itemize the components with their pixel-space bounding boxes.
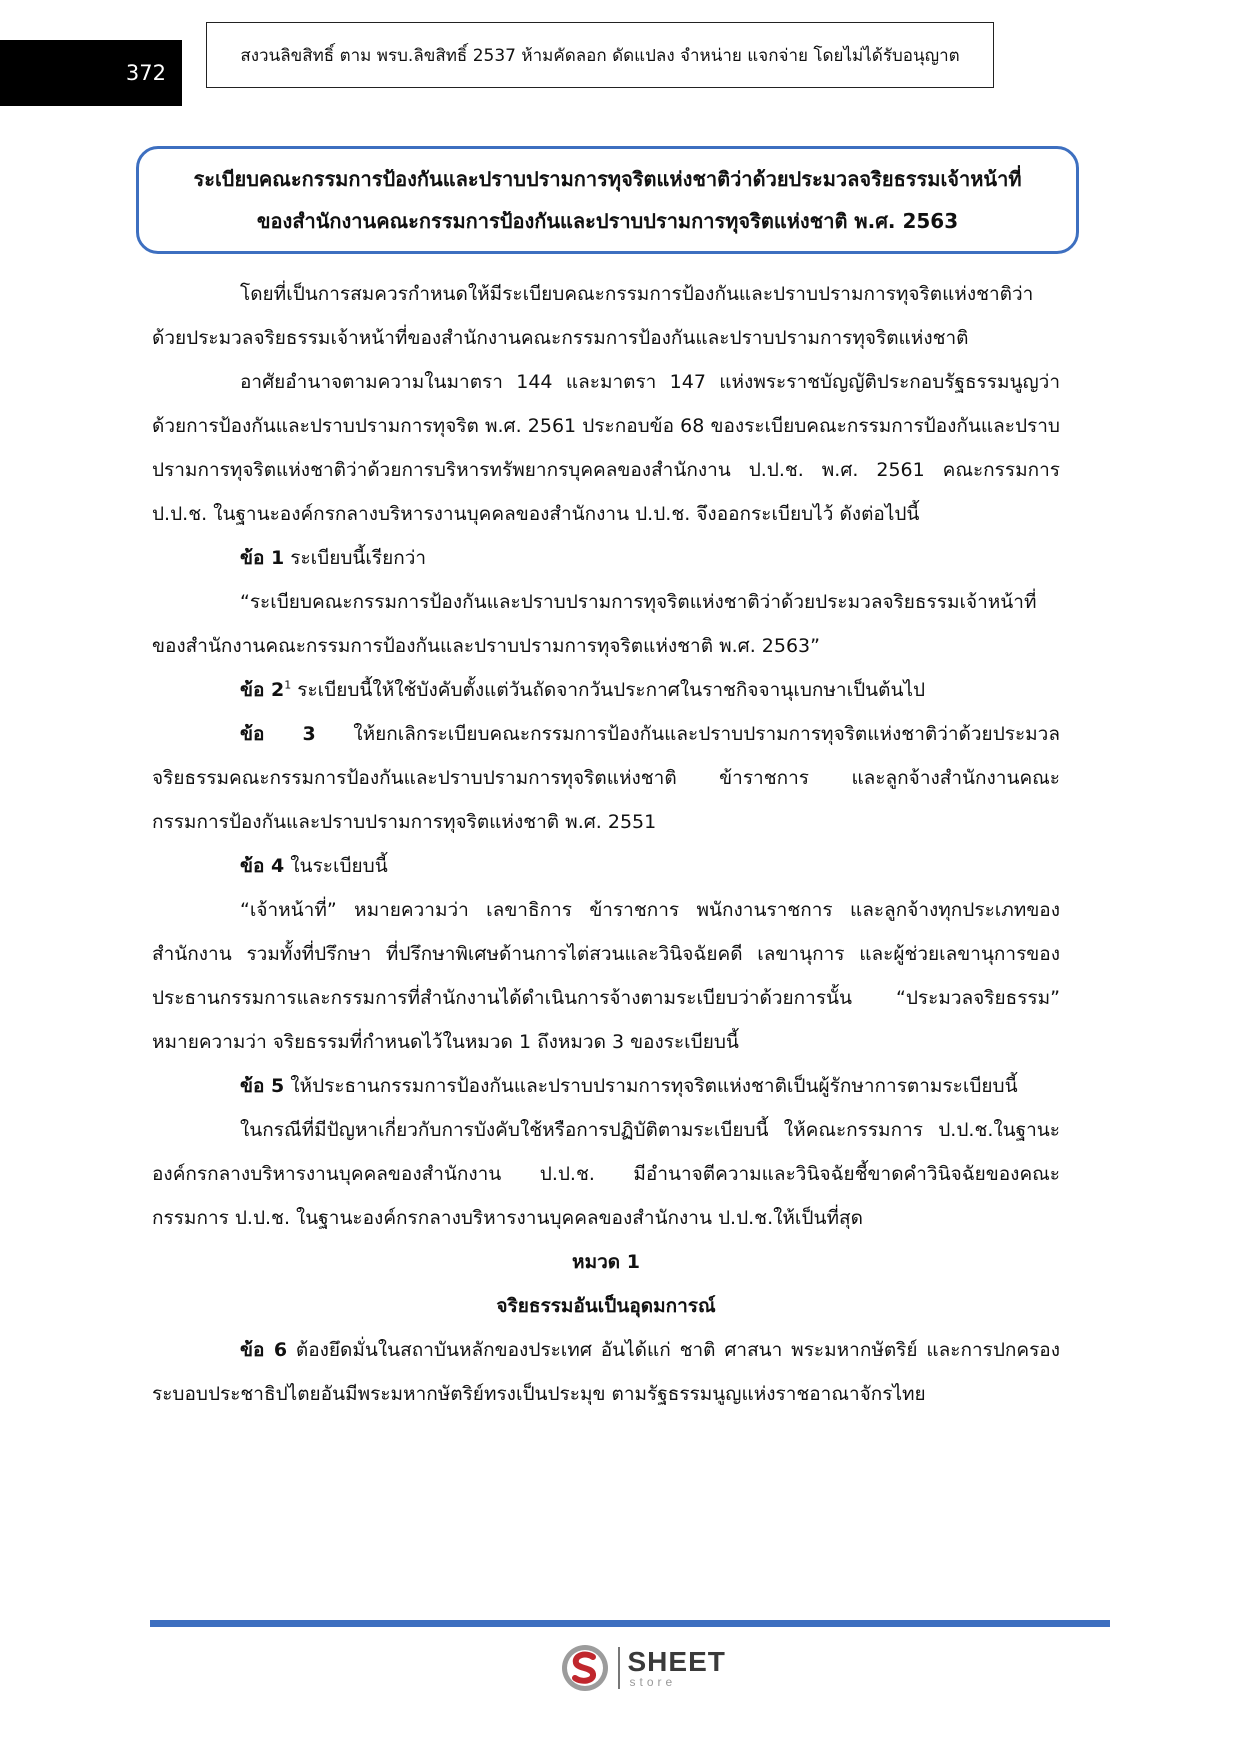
preamble-paragraph: โดยที่เป็นการสมควรกำหนดให้มีระเบียบคณะกรรมการป้องกันและปราบปรามการทุจริตแห่งชาติว่าด้วยประมวลจริยธรรมเจ้าหน้าที่ของสำนักงานคณะกรรมการป้องกันและปราบปรามการทุจริตแห่งชาติ (152, 283, 1034, 349)
clause-2-text: ระเบียบนี้ให้ใช้บังคับตั้งแต่วันถัดจากวันประกาศในราชกิจจานุเบกษาเป็นต้นไป (291, 679, 926, 701)
clause-3-text: ให้ยกเลิกระเบียบคณะกรรมการป้องกันและปราบปรามการทุจริตแห่งชาติว่าด้วยประมวลจริยธรรมคณะกรรมการป้องกันและปราบปรามการทุจริตแห่งชาติ ข้าราชการ และลูกจ้างสำนักงานคณะกรรมการป้องกันและปราบปรามการทุจริตแห่งชาติ พ.ศ. 2551 (152, 723, 1060, 833)
page-number-text: 372 (125, 61, 166, 85)
clause-5 (152, 1064, 1060, 1108)
clause-6-label: ข้อ 6 (240, 1339, 288, 1361)
page-number (0, 40, 182, 106)
clause-1-text: ระเบียบนี้เรียกว่า (284, 547, 427, 569)
clause-3-label: ข้อ 3 (240, 723, 316, 745)
footer-rule (150, 1620, 1110, 1627)
logo-divider (618, 1647, 620, 1689)
clause-5-label: ข้อ 5 (240, 1075, 285, 1097)
logo-sub-text: store (629, 1675, 677, 1689)
logo-wordmark (628, 1648, 726, 1688)
clause-1-quote: “ระเบียบคณะกรรมการป้องกันและปราบปรามการทุจริตแห่งชาติว่าด้วยประมวลจริยธรรมเจ้าหน้าที่ของสำนักงานคณะกรรมการป้องกันและปราบปรามการทุจริตแห่งชาติ พ.ศ. 2563” (152, 591, 1037, 657)
clause-4-definitions: “เจ้าหน้าที่” หมายความว่า เลขาธิการ ข้าราชการ พนักงานราชการ และลูกจ้างทุกประเภทของสำนักงาน รวมทั้งที่ปรึกษา ที่ปรึกษาพิเศษด้านการไต่สวนและวินิจฉัยคดี เลขานุการ และผู้ช่วยเลขานุการของประธานกรรมการและกรรมการที่สำนักงานได้ดำเนินการจ้างตามระเบียบว่าด้วยการนั้น “ประมวลจริยธรรม” หมายความว่า จริยธรรมที่กำหนดไว้ในหมวด 1 ถึงหมวด 3 ของระเบียบนี้ (152, 899, 1060, 1053)
clause-4 (152, 844, 1060, 888)
clause-1 (152, 536, 1060, 580)
clause-6 (152, 1328, 1060, 1416)
sheet-s-logo-icon (560, 1643, 610, 1693)
logo-main-text: SHEET (627, 1646, 726, 1677)
document-body (152, 272, 1060, 1416)
chapter-1-title: จริยธรรมอันเป็นอุดมการณ์ (496, 1295, 716, 1317)
clause-5-text: ให้ประธานกรรมการป้องกันและปราบปรามการทุจริตแห่งชาติเป็นผู้รักษาการตามระเบียบนี้ (284, 1075, 1018, 1097)
copyright-text: สงวนลิขสิทธิ์ ตาม พรบ.ลิขสิทธิ์ 2537 ห้ามคัดลอก ดัดแปลง จำหน่าย แจกจ่าย โดยไม่ได้รับอนุญาต (240, 45, 960, 66)
document-title (136, 146, 1079, 254)
clause-6-text: ต้องยึดมั่นในสถาบันหลักของประเทศ อันได้แก่ ชาติ ศาสนา พระมหากษัตริย์ และการปกครองระบอบประชาธิปไตยอันมีพระมหากษัตริย์ทรงเป็นประมุข ตามรัฐธรรมนูญแห่งราชอาณาจักรไทย (152, 1339, 1061, 1405)
clause-4-text: ในระเบียบนี้ (284, 855, 388, 877)
title-line-2: ของสำนักงานคณะกรรมการป้องกันและปราบปรามการทุจริตแห่งชาติ พ.ศ. 2563 (256, 209, 959, 233)
clause-1-label: ข้อ 1 (240, 547, 285, 569)
copyright-notice (206, 22, 994, 88)
clause-4-label: ข้อ 4 (240, 855, 285, 877)
title-line-1: ระเบียบคณะกรรมการป้องกันและปราบปรามการทุจริตแห่งชาติว่าด้วยประมวลจริยธรรมเจ้าหน้าที่ (193, 167, 1022, 191)
clause-3 (152, 712, 1060, 844)
clause-2 (152, 668, 1060, 712)
chapter-1-number: หมวด 1 (572, 1251, 640, 1273)
footnote-marker: 1 (284, 678, 292, 692)
clause-5-paragraph-2: ในกรณีที่มีปัญหาเกี่ยวกับการบังคับใช้หรือการปฏิบัติตามระเบียบนี้ ให้คณะกรรมการ ป.ป.ช.ในฐานะองค์กรกลางบริหารงานบุคคลของสำนักงาน ป.ป.ช. มีอำนาจตีความและวินิจฉัยชี้ขาดคำวินิจฉัยของคณะกรรมการ ป.ป.ช. ในฐานะองค์กรกลางบริหารงานบุคคลของสำนักงาน ป.ป.ช.ให้เป็นที่สุด (152, 1119, 1060, 1229)
authority-paragraph: อาศัยอำนาจตามความในมาตรา 144 และมาตรา 147 แห่งพระราชบัญญัติประกอบรัฐธรรมนูญว่าด้วยการป้องกันและปราบปรามการทุจริต พ.ศ. 2561 ประกอบข้อ 68 ของระเบียบคณะกรรมการป้องกันและปราบปรามการทุจริตแห่งชาติว่าด้วยการบริหารทรัพยากรบุคคลของสำนักงาน ป.ป.ช. พ.ศ. 2561 คณะกรรมการ ป.ป.ช. ในฐานะองค์กรกลางบริหารงานบุคคลของสำนักงาน ป.ป.ช. จึงออกระเบียบไว้ ดังต่อไปนี้ (152, 371, 1060, 525)
sheet-store-logo (560, 1638, 726, 1698)
clause-2-label: ข้อ 2 (240, 679, 285, 701)
